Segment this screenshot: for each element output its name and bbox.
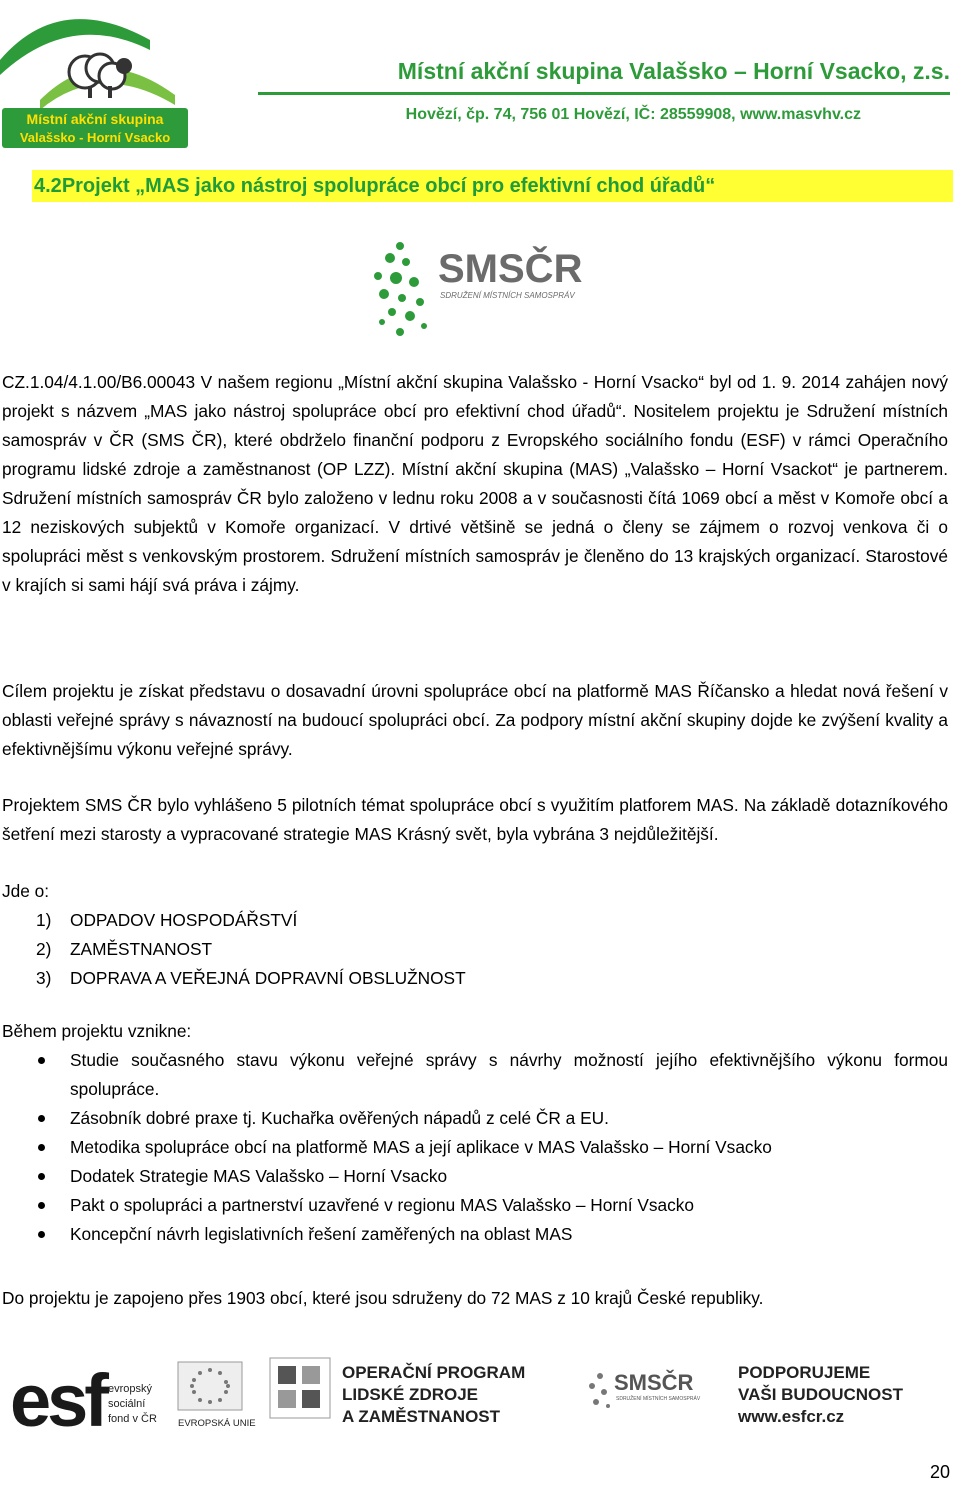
section-title: Projekt „MAS jako nástroj spolupráce obcí pro efektivní chod úřadů“ xyxy=(61,175,716,197)
section-number: 4.2 xyxy=(34,175,62,197)
bullet-icon xyxy=(38,1202,45,1209)
smscr-logo-name: SMSČR xyxy=(438,247,583,291)
bullet-icon xyxy=(38,1173,45,1180)
smscr-small-name: SMSČR xyxy=(614,1370,694,1395)
list-item-text: Zásobník dobré praxe tj. Kuchařka ověřených nápadů z celé ČR a EU. xyxy=(70,1108,609,1128)
footer-logos xyxy=(10,1346,950,1442)
eu-label: EVROPSKÁ UNIE xyxy=(178,1418,256,1429)
organization-title: Místní akční skupina Valašsko – Horní Vsacko, z.s. xyxy=(397,58,950,84)
list-item xyxy=(2,1133,948,1162)
topics-list xyxy=(2,877,948,993)
support-url: www.esfcr.cz xyxy=(738,1407,845,1426)
list-item xyxy=(2,935,948,964)
list-item xyxy=(2,1162,948,1191)
op-line-2: LIDSKÉ ZDROJE xyxy=(342,1385,479,1404)
esf-text-2: sociální xyxy=(108,1398,146,1410)
bullet-icon xyxy=(38,1144,45,1151)
bullet-icon xyxy=(38,1057,45,1064)
list-item xyxy=(2,1191,948,1220)
mas-logo-line1: Místní akční skupina xyxy=(26,111,164,127)
list-intro: Jde o: xyxy=(2,881,50,901)
list-item xyxy=(2,906,948,935)
esf-text-1: evropský xyxy=(108,1383,153,1395)
paragraph-intro: CZ.1.04/4.1.00/B6.00043 V našem regionu „Místní akční skupina Valašsko - Horní Vsacko“ byl od 1. 9. 2014 zahájen nový projekt s názvem „MAS jako nástroj spolupráce obcí pro efektivní chod úřadů“. Nositelem projektu je Sdružení místních samospráv v ČR (SMS ČR), které obdrželo finanční podporu z Evropského sociálního fondu (ESF) v rámci Operačního programu lidské zdroje a zaměstnanost (OP LZZ). Místní akční skupina (MAS) „Valašsko – Horní Vsackot“ je partnerem. Sdružení místních samospráv ČR bylo založeno v lednu roku 2008 a v současnosti čítá 1069 obcí a měst v Komoře obcí a 12 neziskových subjektů v Komoře organizací. V drtivé většině se jedná o členy se zájmem o rozvoj venkova či o spolupráci měst s venkovským prostorem. Sdružení místních samospráv je členěno do 13 krajských organizací. Starostové v krajích si sami hájí svá práva i zájmy. xyxy=(2,372,948,595)
list-item-text: Studie současného stavu výkonu veřejné správy s návrhy možností jejího efektivnějšího výkonu formou spolupráce. xyxy=(70,1050,948,1099)
list-item-text: ZAMĚSTNANOST xyxy=(70,939,213,959)
section-heading xyxy=(32,170,953,202)
list-item-text: DOPRAVA A VEŘEJNÁ DOPRAVNÍ OBSLUŽNOST xyxy=(70,968,466,988)
outputs-list xyxy=(2,1017,948,1249)
support-line-2: VAŠI BUDOUCNOST xyxy=(738,1385,903,1404)
smscr-logo xyxy=(370,236,590,346)
list-item-text: Dodatek Strategie MAS Valašsko – Horní Vsacko xyxy=(70,1166,448,1186)
header-divider xyxy=(258,92,950,95)
bullet-icon xyxy=(38,1231,45,1238)
list-item-text: Metodika spolupráce obcí na platformě MAS a její aplikace v MAS Valašsko – Horní Vsacko xyxy=(70,1137,772,1157)
bullet-icon xyxy=(38,1115,45,1122)
paragraph-goal: Cílem projektu je získat představu o dosavadní úrovni spolupráce obcí na platformě MAS Říčansko a hledat nová řešení v oblasti veřejné správy s návazností na budoucí spolupráci obcí. Za podpory místní akční skupiny dojde ke zvýšení kvality a efektivnějšímu výkonu veřejné správy. xyxy=(2,681,948,759)
list-item-number: 3) xyxy=(36,968,52,988)
op-line-1: OPERAČNÍ PROGRAM xyxy=(342,1363,526,1382)
smscr-small-subtitle: SDRUŽENÍ MÍSTNÍCH SAMOSPRÁV xyxy=(616,1396,701,1402)
list-item xyxy=(2,1046,948,1104)
support-line-1: PODPORUJEME xyxy=(738,1363,871,1382)
eu-flag-icon xyxy=(178,1362,242,1410)
paragraph-closing: Do projektu je zapojeno přes 1903 obcí, které jsou sdruženy do 72 MAS z 10 krajů České republiky. xyxy=(2,1288,764,1308)
list-item-text: Pakt o spolupráci a partnerství uzavřené v regionu MAS Valašsko – Horní Vsacko xyxy=(70,1195,695,1215)
op-line-3: A ZAMĚSTNANOST xyxy=(342,1407,501,1426)
paragraph-topics: Projektem SMS ČR bylo vyhlášeno 5 pilotních témat spolupráce obcí s využitím platforem MAS. Na základě dotazníkového šetření mezi starosty a vypracované strategie MAS Krásný svět, byla vybrána 3 nejdůležitější. xyxy=(2,795,948,844)
list-item-number: 1) xyxy=(36,910,52,930)
page-number: 20 xyxy=(929,1462,950,1482)
smscr-small-dots-icon xyxy=(589,1373,610,1408)
list-item-number: 2) xyxy=(36,939,52,959)
smscr-logo-subtitle: SDRUŽENÍ MÍSTNÍCH SAMOSPRÁV xyxy=(440,291,575,300)
list-intro: Během projektu vznikne: xyxy=(2,1021,192,1041)
list-item xyxy=(2,1104,948,1133)
esf-text-3: fond v ČR xyxy=(108,1413,157,1425)
mas-logo xyxy=(0,0,190,150)
list-item-text: Koncepční návrh legislativních řešení zaměřených na oblast MAS xyxy=(70,1224,573,1244)
organization-address: Hovězí, čp. 74, 756 01 Hovězí, IČ: 28559908, www.masvhv.cz xyxy=(405,106,861,123)
esf-mark: esf xyxy=(10,1359,105,1442)
op-lzz-icon xyxy=(270,1358,330,1418)
list-item xyxy=(2,1220,948,1249)
list-item-text: ODPADOV HOSPODÁŘSTVÍ xyxy=(70,910,298,930)
mas-logo-line2: Valašsko - Horní Vsacko xyxy=(19,130,171,145)
list-item xyxy=(2,964,948,993)
